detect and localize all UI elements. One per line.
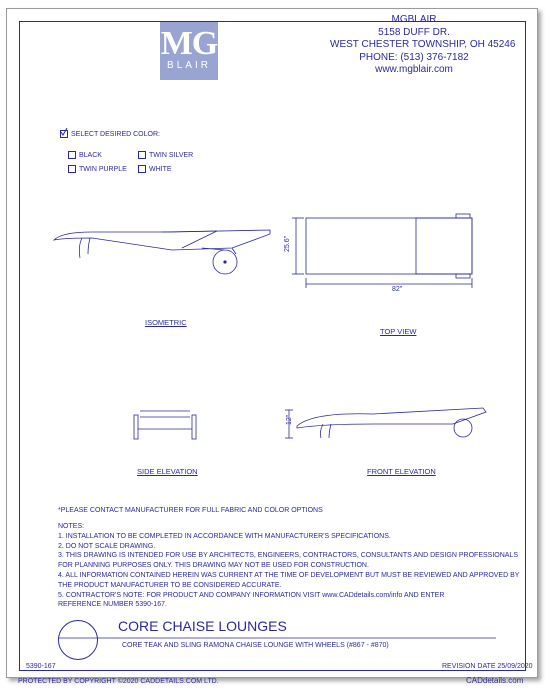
company-name: MGBLAIR [391, 14, 437, 25]
height-dimension: 12" [286, 414, 293, 425]
color-option-black[interactable]: BLACK [68, 151, 102, 159]
checkbox-icon[interactable] [138, 165, 146, 173]
top-view-caption: TOP VIEW [380, 327, 417, 336]
mgblair-logo [160, 22, 218, 80]
revision-date: REVISION DATE 25/09/2020 [442, 663, 533, 670]
drawing-subtitle: CORE TEAK AND SLING RAMONA CHAISE LOUNGE WITH WHEELS (#867 - #870) [122, 642, 389, 649]
length-dimension: 82" [392, 286, 403, 293]
logo-main-text: MG [160, 25, 218, 62]
title-block [18, 612, 516, 656]
side-elevation-drawing [130, 405, 200, 445]
front-elevation-caption: FRONT ELEVATION [367, 467, 436, 476]
color-select-label: SELECT DESIRED COLOR: [71, 130, 160, 138]
note-line: 4. ALL INFORMATION CONTAINED HEREIN WAS CURRENT AT THE TIME OF DEVELOPMENT BUT MUST BE REVIEWED AND APPROVED BY [58, 571, 520, 579]
note-line: 5. CONTRACTOR'S NOTE: FOR PRODUCT AND COMPANY INFORMATION VISIT www.CADdetails.com/info AND ENTER [58, 591, 445, 599]
note-line: REFERENCE NUMBER 5390-167. [58, 601, 167, 609]
checkbox-icon[interactable] [68, 151, 76, 159]
note-line: 2. DO NOT SCALE DRAWING. [58, 542, 156, 550]
checkbox-icon[interactable] [138, 151, 146, 159]
reference-number: 5390-167 [26, 663, 56, 670]
color-option-twin-silver[interactable]: TWIN SILVER [138, 151, 193, 159]
top-view-drawing [290, 212, 490, 292]
company-phone: PHONE: (513) 376-7182 [359, 51, 469, 63]
company-info [330, 14, 516, 77]
isometric-drawing [52, 218, 282, 288]
title-circle-icon [58, 620, 98, 660]
color-option-white[interactable]: WHITE [138, 165, 172, 173]
note-line: THE PRODUCT MANUFACTURER TO BE CONSIDERED ACCURATE. [58, 581, 282, 589]
company-city: WEST CHESTER TOWNSHIP, OH 45246 [330, 39, 516, 50]
note-line: FOR PLANNING PURPOSES ONLY. THIS DRAWING MAY NOT BE USED FOR CONSTRUCTION. [58, 562, 369, 570]
width-dimension: 25.6" [284, 235, 291, 252]
copyright-text: PROTECTED BY COPYRIGHT ©2020 CADDETAILS.COM LTD. [18, 678, 219, 685]
company-website[interactable]: www.mgblair.com [375, 64, 453, 75]
checked-checkbox-icon [60, 130, 68, 138]
side-elevation-caption: SIDE ELEVATION [137, 467, 198, 476]
front-elevation-drawing [283, 404, 493, 444]
logo-sub-text: BLAIR [167, 60, 211, 71]
notes-block [58, 522, 519, 610]
note-line: 1. INSTALLATION TO BE COMPLETED IN ACCORDANCE WITH MANUFACTURER'S SPECIFICATIONS. [58, 532, 391, 540]
cad-details-link[interactable]: CADdetails.com [466, 676, 524, 685]
color-option-twin-purple[interactable]: TWIN PURPLE [68, 165, 127, 173]
drawing-title: CORE CHAISE LOUNGES [118, 618, 287, 634]
notes-heading: NOTES: [58, 523, 85, 530]
contact-note: *PLEASE CONTACT MANUFACTURER FOR FULL FABRIC AND COLOR OPTIONS [58, 507, 323, 514]
isometric-caption: ISOMETRIC [145, 318, 187, 327]
checkbox-icon[interactable] [68, 165, 76, 173]
company-address: 5158 DUFF DR. [378, 26, 450, 38]
color-select-heading [60, 130, 160, 138]
note-line: 3. THIS DRAWING IS INTENDED FOR USE BY ARCHITECTS, ENGINEERS, CONTRACTORS, CONSULTANTS AND DESIGN PROFESSIONALS [58, 552, 518, 560]
